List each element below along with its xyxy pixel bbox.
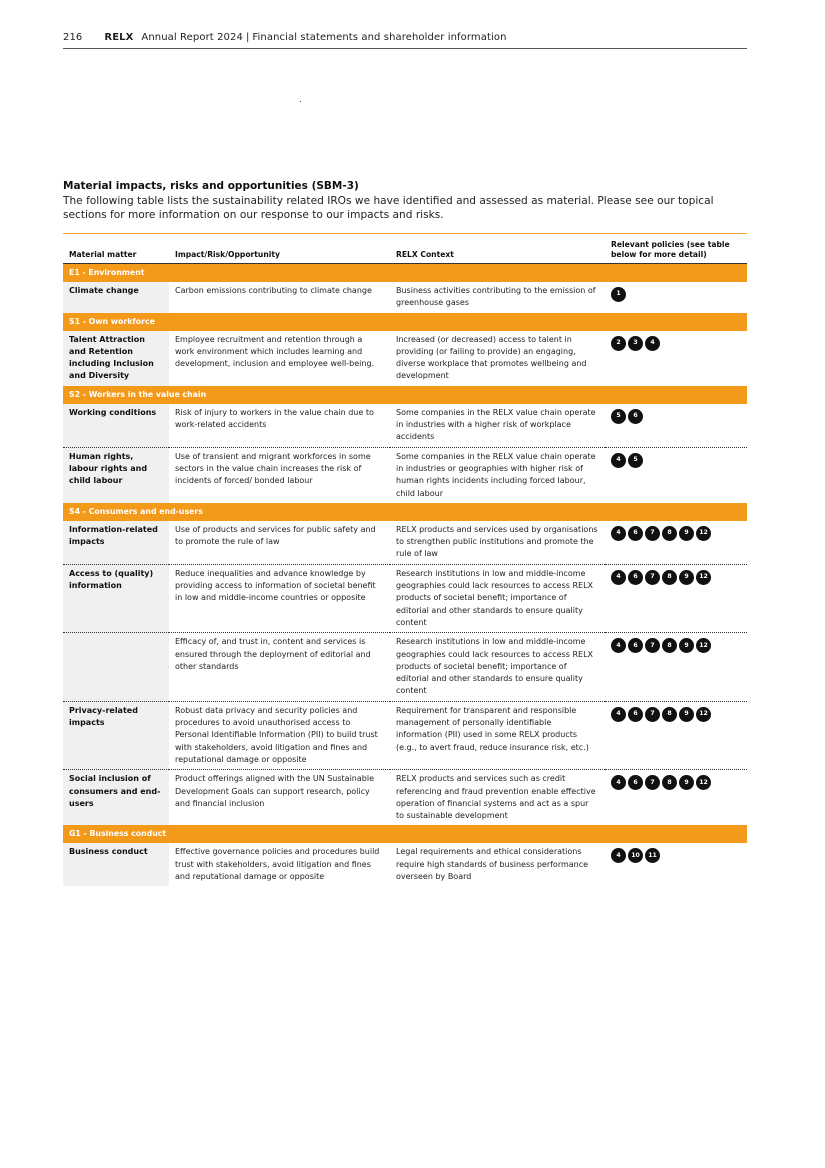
policy-badge: 7 <box>645 707 660 722</box>
policy-badge: 8 <box>662 570 677 585</box>
material-matter-cell: Information-related impacts <box>63 521 169 564</box>
policy-badge: 4 <box>645 336 660 351</box>
policy-badges <box>611 638 741 653</box>
policy-badges <box>611 453 741 468</box>
policy-badge: 5 <box>628 453 643 468</box>
page-number: 216 <box>63 32 83 43</box>
iro-cell: Risk of injury to workers in the value chain due to work-related accidents <box>169 404 390 447</box>
table-row <box>63 521 747 564</box>
table-row <box>63 770 747 826</box>
policy-badge: 6 <box>628 409 643 424</box>
table-body <box>63 264 747 887</box>
material-matter-cell: Privacy-related impacts <box>63 701 169 769</box>
relx-context-cell: Business activities contributing to the emission of greenhouse gases <box>396 286 596 308</box>
policy-badge: 10 <box>628 848 643 863</box>
material-matter-cell: Social inclusion of consumers and end-users <box>63 770 169 826</box>
policies-cell <box>605 701 747 769</box>
iro-cell: Employee recruitment and retention through a work environment which includes learning and development, inclusion and employee well-being. <box>175 334 375 369</box>
policy-badge: 7 <box>645 570 660 585</box>
table-row <box>63 447 747 503</box>
table-row <box>63 843 747 886</box>
policy-badge: 6 <box>628 526 643 541</box>
brand-name: RELX <box>104 32 134 43</box>
material-matter-cell: Talent Attraction and Retention including Inclusion and Diversity <box>63 331 169 386</box>
iro-cell: Robust data privacy and security policies and procedures to avoid unauthorised access to Personal Identifiable Information (PII) to build trust with stakeholders, avoid litigation and fines and reputational damage or opposite <box>169 701 390 769</box>
table-row <box>63 564 747 632</box>
policy-badge: 3 <box>628 336 643 351</box>
policies-cell <box>605 770 747 826</box>
category-label: E1 - Environment <box>63 264 747 283</box>
stray-dot <box>300 101 301 102</box>
policy-badge: 9 <box>679 570 694 585</box>
policies-cell <box>605 282 747 313</box>
policy-badge: 8 <box>662 638 677 653</box>
relx-context-cell: Some companies in the RELX value chain operate in industries with a higher risk of workplace accidents <box>390 404 605 447</box>
policy-badge: 9 <box>679 775 694 790</box>
policies-cell <box>605 633 747 701</box>
category-label: S4 - Consumers and end-users <box>63 503 747 521</box>
table-row <box>63 404 747 447</box>
policy-badge: 11 <box>645 848 660 863</box>
policy-badge: 8 <box>662 775 677 790</box>
policy-badge: 4 <box>611 775 626 790</box>
table-row <box>63 633 747 701</box>
table-header-row <box>63 234 747 264</box>
iro-cell: Efficacy of, and trust in, content and services is ensured through the deployment of editorial and other standards <box>169 633 390 701</box>
table-row <box>63 282 747 313</box>
policy-badges <box>611 526 741 541</box>
material-matter-cell: Climate change <box>63 282 169 313</box>
material-matter-cell <box>63 633 169 701</box>
relx-context-cell: RELX products and services used by organisations to strengthen public institutions and promote the rule of law <box>390 521 605 564</box>
material-matter-cell: Human rights, labour rights and child labour <box>63 447 169 503</box>
policy-badge: 7 <box>645 638 660 653</box>
policy-badge: 4 <box>611 638 626 653</box>
page-header <box>63 32 747 49</box>
header-separator: | <box>245 32 250 43</box>
category-row <box>63 386 747 404</box>
policies-cell <box>605 521 747 564</box>
policies-cell <box>605 564 747 632</box>
policies-cell <box>605 843 747 886</box>
policy-badge: 9 <box>679 526 694 541</box>
relx-context-cell: Increased (or decreased) access to talent in providing (or failing to provide) an engaging, diverse workplace that promotes wellbeing and development <box>396 334 587 381</box>
policy-badge: 12 <box>696 526 711 541</box>
policy-badges <box>611 775 741 790</box>
material-matter-cell: Access to (quality) information <box>63 564 169 632</box>
policy-badge: 4 <box>611 526 626 541</box>
section-title: Material impacts, risks and opportunities (SBM-3) <box>63 180 359 192</box>
iro-cell: Use of products and services for public safety and to promote the rule of law <box>169 521 390 564</box>
policy-badge: 6 <box>628 638 643 653</box>
material-matter-cell: Business conduct <box>63 843 169 886</box>
policy-badge: 7 <box>645 775 660 790</box>
policy-badge: 9 <box>679 707 694 722</box>
relx-context-cell: Legal requirements and ethical considerations require high standards of business performance overseen by Board <box>396 847 589 881</box>
iro-table <box>63 233 747 886</box>
iro-cell: Use of transient and migrant workforces in some sectors in the value chain increases the risk of incidents of forced/ bonded labour <box>175 451 371 486</box>
relx-context-cell: RELX products and services such as credit referencing and fraud prevention enable effective operation of financial systems and act as a spur to sustainable development <box>396 774 596 821</box>
policy-badges <box>611 409 741 424</box>
table-row <box>63 701 747 769</box>
intro-paragraph: The following table lists the sustainability related IROs we have identified and assessed as material. Please see our topical sections for more information on our response to our impacts and risks. <box>63 195 714 221</box>
policy-badge: 12 <box>696 570 711 585</box>
report-title: Annual Report 2024 <box>141 32 243 43</box>
category-row <box>63 825 747 843</box>
policies-cell <box>605 404 747 447</box>
policy-badge: 12 <box>696 707 711 722</box>
policy-badge: 8 <box>662 526 677 541</box>
iro-cell: Effective governance policies and procedures build trust with stakeholders, avoid litigation and fines and reputational damage or opposite <box>175 847 380 881</box>
relx-context-cell: Research institutions in low and middle-income geographies could lack resources to access RELX products of societal benefit; importance of editorial and other standards to ensure quality content <box>390 564 605 632</box>
policy-badges <box>611 336 741 351</box>
policies-cell <box>605 331 747 386</box>
section-name: Financial statements and shareholder information <box>252 32 507 43</box>
policy-badge: 9 <box>679 638 694 653</box>
policy-badge: 4 <box>611 453 626 468</box>
category-row <box>63 503 747 521</box>
header-material-matter: Material matter <box>63 234 169 264</box>
category-label: G1 - Business conduct <box>63 825 747 843</box>
policy-badge: 4 <box>611 707 626 722</box>
policy-badge: 6 <box>628 570 643 585</box>
header-iro: Impact/Risk/Opportunity <box>169 234 390 264</box>
policy-badges <box>611 848 741 863</box>
relx-context-cell: Some companies in the RELX value chain operate in industries or geographies with higher risk of human rights incidents including forced labour, child labour <box>396 451 596 498</box>
category-row <box>63 264 747 283</box>
policies-cell <box>605 447 747 503</box>
iro-cell: Carbon emissions contributing to climate change <box>175 286 372 295</box>
policy-badge: 12 <box>696 775 711 790</box>
policy-badge: 12 <box>696 638 711 653</box>
policy-badge: 6 <box>628 775 643 790</box>
policy-badge: 5 <box>611 409 626 424</box>
policy-badge: 6 <box>628 707 643 722</box>
material-matter-cell: Working conditions <box>63 404 169 447</box>
category-label: S2 - Workers in the value chain <box>63 386 747 404</box>
policy-badges <box>611 570 741 585</box>
policy-badge: 8 <box>662 707 677 722</box>
policy-badge: 7 <box>645 526 660 541</box>
table-row <box>63 331 747 386</box>
relx-context-cell: Requirement for transparent and responsible management of personally identifiable information (PII) used in some RELX products (e.g., to avert fraud, reduce insurance risk, etc.) <box>390 701 605 769</box>
policy-badge: 4 <box>611 848 626 863</box>
iro-cell: Product offerings aligned with the UN Sustainable Development Goals can support research, policy and financial inclusion <box>175 774 374 808</box>
category-label: S1 - Own workforce <box>63 313 747 331</box>
category-row <box>63 313 747 331</box>
policy-badge: 4 <box>611 570 626 585</box>
relx-context-cell: Research institutions in low and middle-income geographies could lack resources to access RELX products of societal benefit; importance of editorial and other standards to ensure quality content <box>390 633 605 701</box>
policy-badges <box>611 707 741 722</box>
policy-badge: 1 <box>611 287 626 302</box>
policy-badges <box>611 287 741 302</box>
header-relx-context: RELX Context <box>390 234 605 264</box>
policy-badge: 2 <box>611 336 626 351</box>
iro-cell: Reduce inequalities and advance knowledge by providing access to information of societal benefit in low and middle-income countries or opposite <box>169 564 390 632</box>
header-relevant-policies: Relevant policies (see table below for more detail) <box>605 234 747 264</box>
